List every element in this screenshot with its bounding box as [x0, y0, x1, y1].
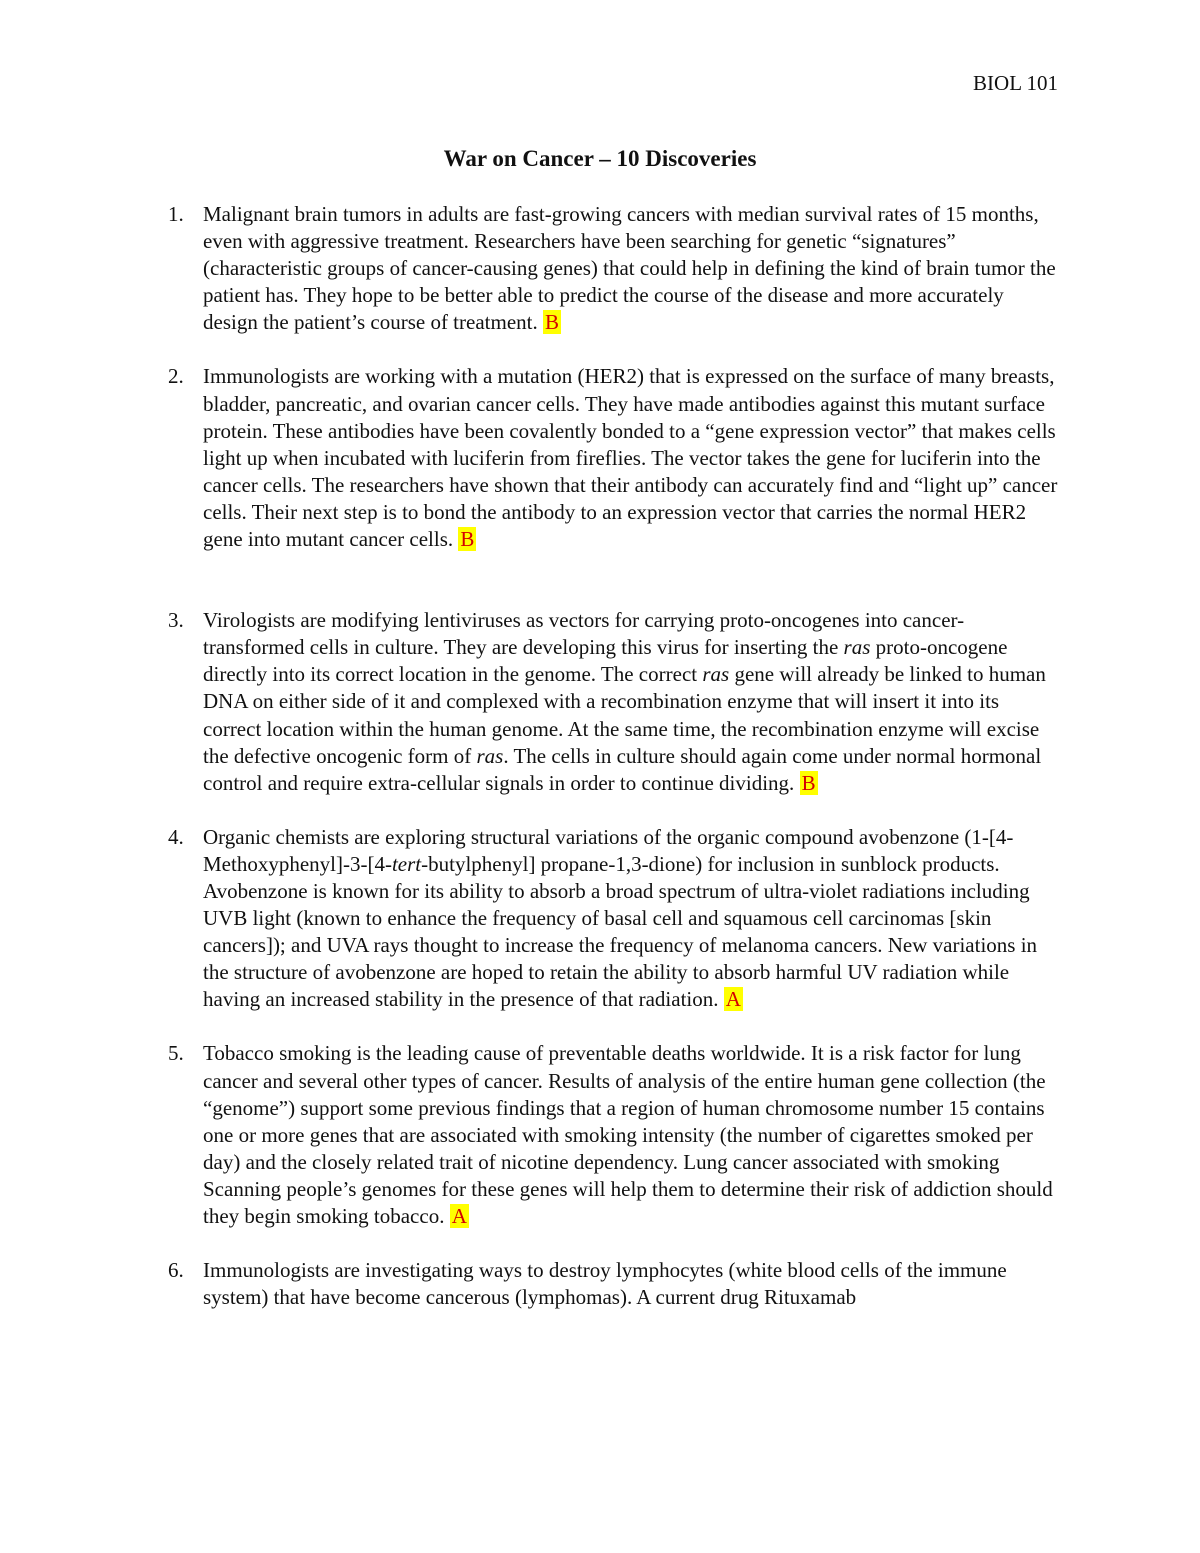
- item-text: Organic chemists are exploring structural variations of the organic compound avobenzone (1-[4-Methoxyphenyl]-3-[4-tert-butylphenyl] propane-1,3-dione) for inclusion in sunblock products. Avobenzone is known for its ability to absorb a broad spectrum of ultra-violet radiations including UVB light (known to enhance the frequency of basal cell and squamous cell carcinomas [skin cancers]); and UVA rays thought to increase the frequency of melanoma cancers. New variations in the structure of avobenzone are hoped to retain the ability to absorb harmful UV radiation while having an increased stability in the presence of that radiation.: [203, 824, 1038, 1012]
- item-text: Immunologists are working with a mutation (HER2) that is expressed on the surface of many breasts, bladder, pancreatic, and ovarian cancer cells. They have made antibodies against this mutant surface protein. These antibodies have been covalently bonded to a “gene expression vector” that makes cells light up when incubated with luciferin from fireflies. The vector takes the gene for luciferin into the cancer cells. The researchers have shown that their antibody can accurately find and “light up” cancer cells. Their next step is to bond the antibody to an expression vector that carries the normal HER2 gene into mutant cancer cells.: [203, 364, 1058, 552]
- answer-highlight: B: [801, 770, 816, 795]
- answer-highlight: A: [725, 987, 741, 1012]
- gene-name-italic: ras: [476, 743, 504, 768]
- item-number: 2.: [168, 364, 184, 389]
- list-item: [0, 1257, 1200, 1311]
- item-number: 1.: [168, 202, 184, 226]
- list-item: [0, 607, 1200, 797]
- item-number: 6.: [168, 1258, 184, 1283]
- answer-highlight: B: [544, 310, 559, 335]
- item-number: 4.: [168, 824, 184, 849]
- list-item: [0, 201, 1200, 336]
- chem-prefix-italic: tert: [391, 851, 422, 876]
- item-text: Malignant brain tumors in adults are fast-growing cancers with median survival rates of 15 months, even with aggressive treatment. Researchers have been searching for genetic “signatures” (characteristic groups of cancer-causing genes) that could help in defining the kind of brain tumor the patient has. They hope to be better able to predict the course of the disease and more accurately design the patient’s course of treatment.: [203, 202, 1056, 335]
- item-text: Virologists are modifying lentiviruses as vectors for carrying proto-oncogenes into cancer-transformed cells in culture. They are developing this virus for inserting the ras proto-oncogene directly into its correct location in the genome. The correct ras gene will already be linked to human DNA on either side of it and complexed with a recombination enzyme that will insert it into its correct location within the human genome. At the same time, the recombination enzyme will excise the defective oncogenic form of ras. The cells in culture should again come under normal hormonal control and require extra-cellular signals in order to continue dividing.: [203, 608, 1046, 795]
- item-number: 3.: [168, 608, 184, 633]
- document-title: War on Cancer – 10 Discoveries: [443, 146, 757, 171]
- gene-name-italic: ras: [702, 662, 730, 687]
- list-item: [0, 363, 1200, 553]
- gene-name-italic: ras: [843, 635, 871, 660]
- item-number: 5.: [168, 1041, 184, 1066]
- answer-highlight: A: [451, 1204, 467, 1228]
- item-text: Tobacco smoking is the leading cause of preventable deaths worldwide. It is a risk factor for lung cancer and several other types of cancer. Results of analysis of the entire human gene collection (the “genome”) support some previous findings that a region of human chromosome number 15 contains one or more genes that are associated with smoking intensity (the number of cigarettes smoked per day) and the closely related trait of nicotine dependency. Lung cancer associated with smoking Scanning people’s genomes for these genes will help them to determine their risk of addiction should they begin smoking tobacco.: [203, 1041, 1053, 1228]
- list-item: [0, 824, 1200, 1014]
- list-item: [0, 1040, 1200, 1230]
- answer-highlight: B: [460, 527, 475, 552]
- discovery-list: [0, 201, 1200, 1311]
- course-code: BIOL 101: [973, 71, 1058, 95]
- item-text: Immunologists are investigating ways to destroy lymphocytes (white blood cells of the immune system) that have become cancerous (lymphomas). A current drug Rituxamab: [203, 1258, 1007, 1310]
